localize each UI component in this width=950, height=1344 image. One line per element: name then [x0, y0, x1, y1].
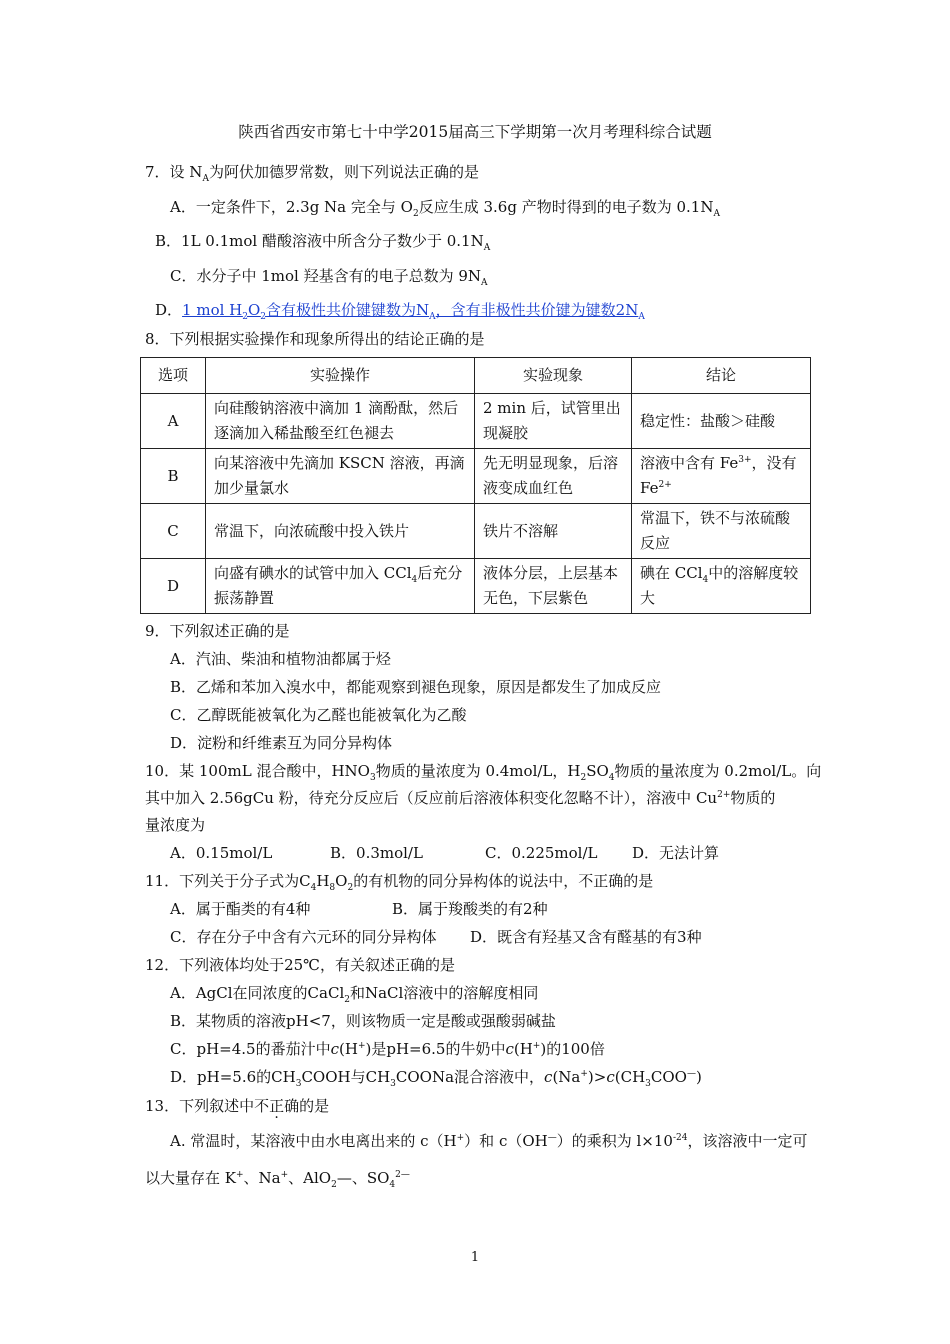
table-cell: 碘在 CCl$_4$中的溶解度较大 [632, 559, 811, 614]
table-header: 实验操作 [206, 358, 475, 394]
q11-stem: 11．下列关于分子式为$C_4H_8O_2$的有机物的同分异构体的说法中，不正确的是 [145, 872, 654, 893]
table-cell: B [141, 449, 206, 504]
q10-stem-line2: 其中加入 2.56gCu 粉，待充分反应后（反应前后溶液体积变化忽略不计），溶液中 $Cu^{2+}$物质的 [145, 789, 776, 807]
q10-option-d: D．无法计算 [632, 844, 720, 862]
q13-option-a-line1: A. 常温时，某溶液中由水电离出来的 c（H+）和 c（OH—）的乘积为 $l\times 10^{-24}$，该溶液中一定可 [170, 1132, 808, 1150]
q9-stem: 9．下列叙述正确的是 [145, 622, 290, 640]
q10-option-a: A．0.15mol/L [170, 844, 273, 862]
q12-option-d: D．pH=5.6的$CH_3COOH$与$CH_3COONa$混合溶液中，$c(Na^+)>c(CH_3COO^—)$ [170, 1068, 702, 1089]
q10-stem-line1: 10．某 100mL 混合酸中，$HNO_3$物质的量浓度为 0.4mol/L，$H_2SO_4$物质的量浓度为 0.2mol/L。向 [145, 762, 822, 783]
q7-option-b: B．1L 0.1mol 醋酸溶液中所含分子数少于 $0.1N_A$ [155, 232, 491, 253]
q11-option-b: B．属于羧酸类的有2种 [392, 900, 548, 918]
q10-stem-line3: 量浓度为 [145, 816, 206, 834]
q8-table [140, 357, 811, 614]
table-cell: 向盛有碘水的试管中加入 CCl$_4$后充分振荡静置 [206, 559, 475, 614]
q8-stem: 8．下列根据实验操作和现象所得出的结论正确的是 [145, 330, 485, 348]
table-cell: 常温下，铁不与浓硫酸反应 [632, 504, 811, 559]
q12-option-a: A．AgCl在同浓度的CaCl$_2$和NaCl溶液中的溶解度相同 [170, 984, 539, 1005]
table-cell: 铁片不溶解 [475, 504, 632, 559]
q10-option-b: B．0.3mol/L [330, 844, 423, 862]
table-row [141, 449, 811, 504]
q7-option-d-link[interactable]: 1 mol $H_2O_2$含有极性共价键键数为$N_A$，含有非极性共价键为键数$2N_A$ [182, 301, 645, 322]
table-header: 选项 [141, 358, 206, 394]
q12-option-b: B．某物质的溶液pH<7，则该物质一定是酸或强酸弱碱盐 [170, 1012, 556, 1030]
q9-option-d: D．淀粉和纤维素互为同分异构体 [170, 734, 393, 752]
table-cell: A [141, 394, 206, 449]
table-cell: 2 min 后，试管里出现凝胶 [475, 394, 632, 449]
q13-option-a-line2: 以大量存在 K+、Na+、AlO$_2$—、$SO_4^{2—}$ [145, 1169, 410, 1190]
table-cell: 向硅酸钠溶液中滴加 1 滴酚酞，然后逐滴加入稀盐酸至红色褪去 [206, 394, 475, 449]
table-cell: C [141, 504, 206, 559]
table-header: 实验现象 [475, 358, 632, 394]
table-cell: 先无明显现象，后溶液变成血红色 [475, 449, 632, 504]
table-header: 结论 [632, 358, 811, 394]
q7-stem: 7．设 $N_A$为阿伏加德罗常数，则下列说法正确的是 [145, 163, 479, 184]
table-cell: 常温下，向浓硫酸中投入铁片 [206, 504, 475, 559]
table-row [141, 504, 811, 559]
table-cell: 向某溶液中先滴加 KSCN 溶液，再滴加少量氯水 [206, 449, 475, 504]
table-cell: 稳定性：盐酸＞硅酸 [632, 394, 811, 449]
table-cell: 液体分层，上层基本无色，下层紫色 [475, 559, 632, 614]
emphasis-dots: 不正确 [254, 1097, 300, 1115]
q7-option-a: A．一定条件下，2.3g Na 完全与 $O_2$反应生成 3.6g 产物时得到的电子数为 $0.1N_A$ [170, 198, 720, 219]
table-header-row [141, 358, 811, 394]
table-cell: 溶液中含有 $Fe^{3+}$，没有 $Fe^{2+}$ [632, 449, 811, 504]
q11-option-c: C．存在分子中含有六元环的同分异构体 [170, 928, 437, 946]
page-title: 陕西省西安市第七十中学2015届高三下学期第一次月考理科综合试题 [238, 123, 712, 141]
q13-stem: 13．下列叙述中不正确的是 [145, 1097, 330, 1115]
table-row [141, 559, 811, 614]
q12-stem: 12．下列液体均处于25℃，有关叙述正确的是 [145, 956, 455, 974]
q11-option-d: D．既含有羟基又含有醛基的有3种 [470, 928, 702, 946]
q12-option-c: C．pH=4.5的番茄汁中c(H+)是pH=6.5的牛奶中c(H+)的100倍 [170, 1040, 605, 1058]
table-cell: D [141, 559, 206, 614]
q7-option-c: C．水分子中 1mol 羟基含有的电子总数为 $9N_A$ [170, 267, 488, 288]
q9-option-a: A．汽油、柴油和植物油都属于烃 [170, 650, 391, 668]
q10-option-c: C．0.225mol/L [485, 844, 598, 862]
table-row [141, 394, 811, 449]
q9-option-b: B．乙烯和苯加入溴水中，都能观察到褪色现象，原因是都发生了加成反应 [170, 678, 662, 696]
q7-option-d: D．1 mol $H_2O_2$含有极性共价键键数为$N_A$，含有非极性共价键为键数$2N_A$ [155, 301, 645, 322]
q9-option-c: C．乙醇既能被氧化为乙醛也能被氧化为乙酸 [170, 706, 467, 724]
q11-option-a: A．属于酯类的有4种 [170, 900, 311, 918]
page-number: 1 [470, 1250, 480, 1265]
